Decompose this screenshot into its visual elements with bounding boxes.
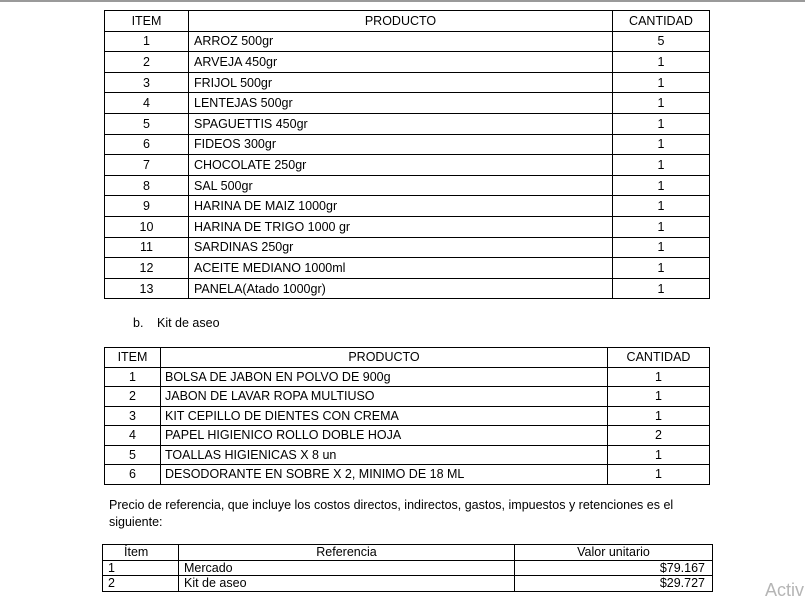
cell-producto: FIDEOS 300gr xyxy=(189,134,613,155)
cell-referencia: Kit de aseo xyxy=(179,576,515,592)
table-row xyxy=(105,134,710,155)
section-label: b. xyxy=(133,316,144,330)
cell-producto: KIT CEPILLO DE DIENTES CON CREMA xyxy=(161,406,608,426)
cell-cantidad: 1 xyxy=(613,175,710,196)
table-row xyxy=(105,237,710,258)
cell-cantidad: 1 xyxy=(613,155,710,176)
cell-producto: ARROZ 500gr xyxy=(189,31,613,52)
cell-producto: DESODORANTE EN SOBRE X 2, MINIMO DE 18 ML xyxy=(161,465,608,485)
table-row xyxy=(105,465,710,485)
table-header-row xyxy=(103,545,713,561)
mercado-table xyxy=(104,10,710,299)
cell-cantidad: 1 xyxy=(608,367,710,387)
table-row xyxy=(105,387,710,407)
table-row xyxy=(105,216,710,237)
cell-producto: PAPEL HIGIENICO ROLLO DOBLE HOJA xyxy=(161,426,608,446)
table-row xyxy=(105,93,710,114)
cell-cantidad: 1 xyxy=(608,406,710,426)
cell-item: 7 xyxy=(105,155,189,176)
cell-item: 12 xyxy=(105,258,189,279)
price-table xyxy=(102,544,713,592)
cell-cantidad: 1 xyxy=(613,196,710,217)
table-row xyxy=(105,258,710,279)
header-item: ITEM xyxy=(105,11,189,32)
table-row xyxy=(105,175,710,196)
cell-producto: JABON DE LAVAR ROPA MULTIUSO xyxy=(161,387,608,407)
header-producto: PRODUCTO xyxy=(161,348,608,368)
table-row xyxy=(105,367,710,387)
cell-producto: SARDINAS 250gr xyxy=(189,237,613,258)
cell-cantidad: 1 xyxy=(613,113,710,134)
cell-producto: ACEITE MEDIANO 1000ml xyxy=(189,258,613,279)
cell-item: 1 xyxy=(105,367,161,387)
cell-item: 8 xyxy=(105,175,189,196)
top-border-line xyxy=(0,0,805,2)
cell-item: 10 xyxy=(105,216,189,237)
cell-item: 2 xyxy=(105,387,161,407)
cell-item: 3 xyxy=(105,406,161,426)
cell-cantidad: 5 xyxy=(613,31,710,52)
cell-item: 13 xyxy=(105,278,189,299)
table-header-row xyxy=(105,11,710,32)
cell-referencia: Mercado xyxy=(179,560,515,576)
cell-cantidad: 2 xyxy=(608,426,710,446)
cell-valor: $79.167 xyxy=(515,560,713,576)
cell-cantidad: 1 xyxy=(613,134,710,155)
header-cantidad: CANTIDAD xyxy=(613,11,710,32)
cell-item: 1 xyxy=(103,560,179,576)
cell-producto: ARVEJA 450gr xyxy=(189,52,613,73)
cell-item: 5 xyxy=(105,113,189,134)
cell-cantidad: 1 xyxy=(608,465,710,485)
header-valor: Valor unitario xyxy=(515,545,713,561)
header-item: ITEM xyxy=(105,348,161,368)
cell-item: 6 xyxy=(105,134,189,155)
cell-cantidad: 1 xyxy=(613,93,710,114)
cell-cantidad: 1 xyxy=(613,216,710,237)
table-row xyxy=(105,445,710,465)
cell-producto: SAL 500gr xyxy=(189,175,613,196)
reference-price-paragraph: Precio de referencia, que incluye los costos directos, indirectos, gastos, impuestos y retenciones es el siguiente: xyxy=(109,498,674,529)
table-row xyxy=(105,278,710,299)
cell-cantidad: 1 xyxy=(613,258,710,279)
table-row xyxy=(105,113,710,134)
cell-producto: BOLSA DE JABON EN POLVO DE 900g xyxy=(161,367,608,387)
cell-cantidad: 1 xyxy=(613,52,710,73)
activation-watermark: Activ xyxy=(765,580,805,600)
cell-cantidad: 1 xyxy=(613,278,710,299)
header-item: Ítem xyxy=(103,545,179,561)
cell-item: 5 xyxy=(105,445,161,465)
cell-producto: HARINA DE MAIZ 1000gr xyxy=(189,196,613,217)
cell-item: 2 xyxy=(103,576,179,592)
cell-producto: FRIJOL 500gr xyxy=(189,72,613,93)
aseo-table xyxy=(104,347,710,485)
header-producto: PRODUCTO xyxy=(189,11,613,32)
table-row xyxy=(105,426,710,446)
cell-producto: PANELA(Atado 1000gr) xyxy=(189,278,613,299)
cell-valor: $29.727 xyxy=(515,576,713,592)
header-cantidad: CANTIDAD xyxy=(608,348,710,368)
cell-producto: TOALLAS HIGIENICAS X 8 un xyxy=(161,445,608,465)
cell-item: 4 xyxy=(105,93,189,114)
table-row xyxy=(105,72,710,93)
table-row xyxy=(105,31,710,52)
cell-cantidad: 1 xyxy=(613,237,710,258)
table-row xyxy=(105,196,710,217)
cell-item: 11 xyxy=(105,237,189,258)
cell-producto: LENTEJAS 500gr xyxy=(189,93,613,114)
cell-item: 4 xyxy=(105,426,161,446)
header-referencia: Referencia xyxy=(179,545,515,561)
table-row xyxy=(105,406,710,426)
table-row xyxy=(105,155,710,176)
table-header-row xyxy=(105,348,710,368)
cell-cantidad: 1 xyxy=(608,387,710,407)
cell-item: 9 xyxy=(105,196,189,217)
cell-item: 6 xyxy=(105,465,161,485)
cell-producto: HARINA DE TRIGO 1000 gr xyxy=(189,216,613,237)
cell-cantidad: 1 xyxy=(613,72,710,93)
cell-item: 2 xyxy=(105,52,189,73)
cell-producto: SPAGUETTIS 450gr xyxy=(189,113,613,134)
cell-cantidad: 1 xyxy=(608,445,710,465)
table-row xyxy=(103,560,713,576)
cell-item: 3 xyxy=(105,72,189,93)
cell-producto: CHOCOLATE 250gr xyxy=(189,155,613,176)
section-title: Kit de aseo xyxy=(157,316,220,330)
table-row xyxy=(105,52,710,73)
table-row xyxy=(103,576,713,592)
cell-item: 1 xyxy=(105,31,189,52)
section-heading xyxy=(133,316,220,330)
